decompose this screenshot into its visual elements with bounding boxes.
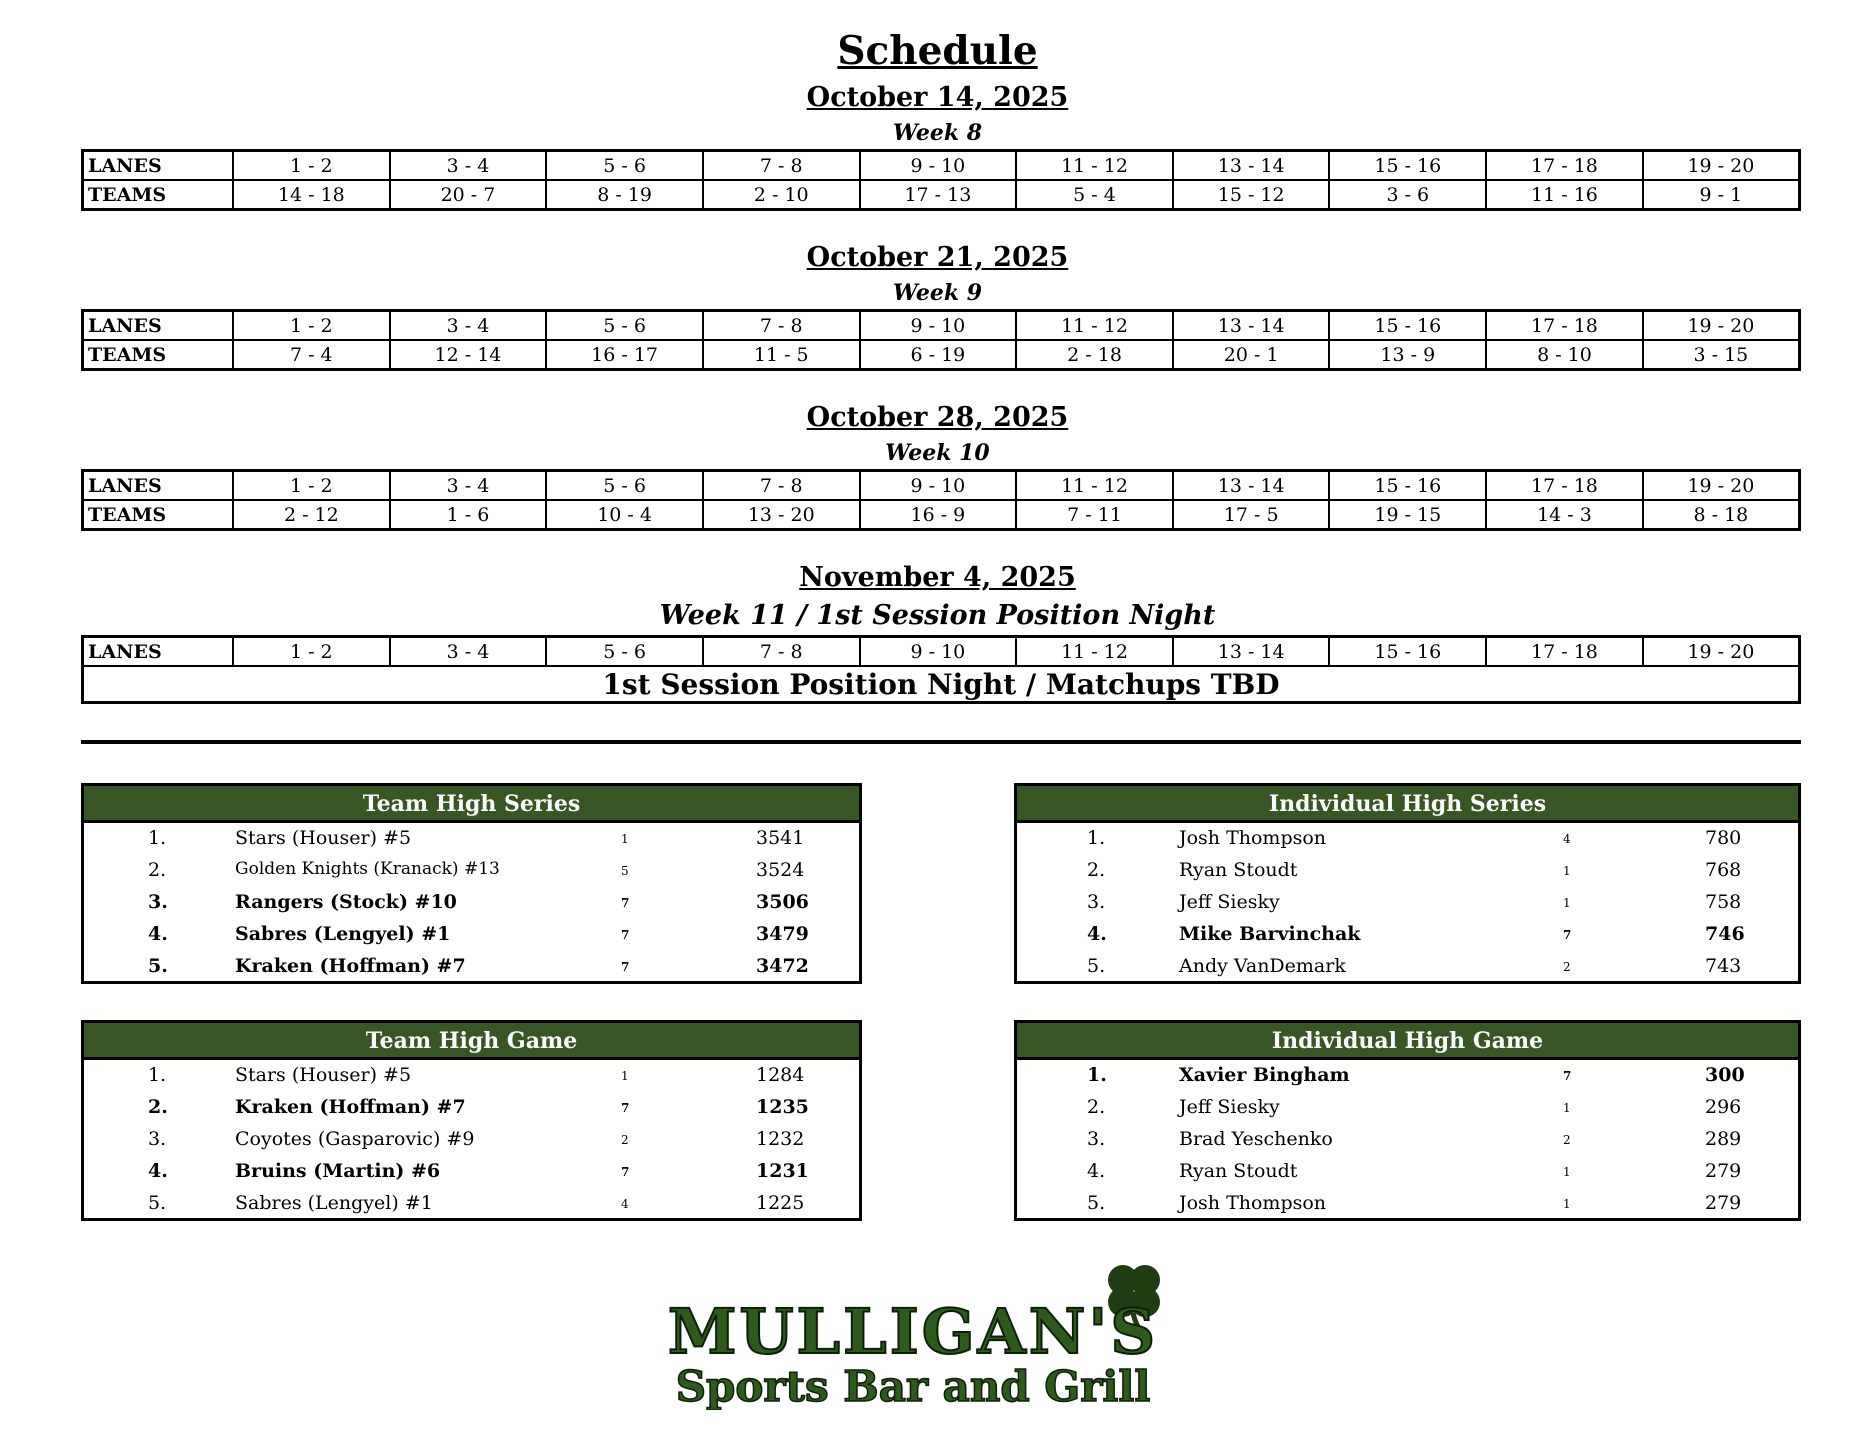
rank: 5.: [1087, 1192, 1106, 1214]
week-num: 1: [1563, 1165, 1571, 1179]
lane-cell: 13 - 14: [1173, 311, 1330, 341]
team-cell: 14 - 18: [233, 180, 390, 210]
rank: 1.: [148, 1064, 167, 1086]
score: 279: [1705, 1192, 1742, 1214]
team-cell: 6 - 19: [860, 340, 1017, 370]
bowler-name: Ryan Stoudt: [1179, 1160, 1298, 1182]
week-num: 7: [621, 1165, 630, 1179]
rank: 1.: [1087, 1064, 1107, 1086]
week-num: 7: [621, 928, 630, 942]
score: 1284: [756, 1064, 805, 1086]
rank: 3.: [148, 1128, 167, 1150]
individual-high-game-table: [1014, 1020, 1801, 1221]
team-name: Coyotes (Gasparovic) #9: [235, 1128, 475, 1150]
team-cell: 17 - 13: [860, 180, 1017, 210]
table-row: [1017, 1188, 1798, 1220]
logo-name: MULLIGAN'S: [667, 1295, 1159, 1368]
team-high-series-header: Team High Series: [84, 786, 859, 823]
lane-cell: 13 - 14: [1173, 637, 1330, 667]
week-num: 1: [1563, 1101, 1571, 1115]
lanes-label: LANES: [83, 311, 234, 341]
table-row: [1017, 1092, 1798, 1124]
week-num: 1: [1563, 1197, 1571, 1211]
teams-row: [83, 180, 1800, 210]
lane-cell: 1 - 2: [233, 637, 390, 667]
team-cell: 7 - 11: [1016, 500, 1173, 530]
team-cell: 7 - 4: [233, 340, 390, 370]
rank: 5.: [148, 1192, 167, 1214]
lane-cell: 15 - 16: [1329, 471, 1486, 501]
schedule-table: [81, 309, 1801, 371]
rank: 2.: [148, 1096, 168, 1118]
week-num: 2: [1563, 1133, 1571, 1147]
team-cell: 11 - 16: [1486, 180, 1643, 210]
bowler-name: Andy VanDemark: [1179, 955, 1346, 977]
table-row: [84, 1188, 859, 1220]
table-row: [84, 1124, 859, 1156]
lanes-row: [83, 471, 1800, 501]
week-date: October 21, 2025: [806, 242, 1069, 273]
mulligans-logo: [585, 1258, 1241, 1410]
rank: 5.: [1087, 955, 1106, 977]
team-cell: 12 - 14: [390, 340, 547, 370]
lane-cell: 3 - 4: [390, 637, 547, 667]
team-cell: 13 - 9: [1329, 340, 1486, 370]
table-row: [84, 1092, 859, 1124]
week-num: 2: [1563, 960, 1571, 974]
rank: 2.: [1087, 1096, 1106, 1118]
bowler-name: Jeff Siesky: [1179, 891, 1280, 913]
lane-cell: 3 - 4: [390, 311, 547, 341]
teams-label: TEAMS: [83, 340, 234, 370]
lane-cell: 15 - 16: [1329, 311, 1486, 341]
table-row: [84, 855, 859, 887]
team-name: Bruins (Martin) #6: [235, 1160, 441, 1182]
lane-cell: 3 - 4: [390, 151, 547, 181]
team-cell: 2 - 10: [703, 180, 860, 210]
rank: 3.: [148, 891, 168, 913]
rank: 5.: [148, 955, 168, 977]
week-num: 7: [1563, 928, 1572, 942]
team-high-game-header: Team High Game: [84, 1023, 859, 1060]
lane-cell: 7 - 8: [703, 471, 860, 501]
logo-graphic: [585, 1258, 1241, 1410]
score: 758: [1705, 891, 1742, 913]
lane-cell: 17 - 18: [1486, 471, 1643, 501]
teams-row: [83, 500, 1800, 530]
table-row: [1017, 855, 1798, 887]
page-title: Schedule: [837, 28, 1038, 74]
team-name: Kraken (Hoffman) #7: [235, 955, 466, 977]
individual-high-game-header: Individual High Game: [1017, 1023, 1798, 1060]
score: 296: [1705, 1096, 1742, 1118]
team-name: Stars (Houser) #5: [235, 827, 412, 849]
lanes-row: [83, 151, 1800, 181]
table-row: [1017, 823, 1798, 855]
team-cell: 3 - 15: [1643, 340, 1800, 370]
week-label: Week 10: [885, 440, 990, 466]
rank: 4.: [1087, 923, 1107, 945]
bowler-name: Xavier Bingham: [1179, 1064, 1350, 1086]
lane-cell: 11 - 12: [1016, 637, 1173, 667]
week-num: 7: [621, 960, 630, 974]
lane-cell: 7 - 8: [703, 151, 860, 181]
lane-cell: 19 - 20: [1643, 151, 1800, 181]
team-name: Stars (Houser) #5: [235, 1064, 412, 1086]
teams-label: TEAMS: [83, 180, 234, 210]
bowler-name: Brad Yeschenko: [1179, 1128, 1333, 1150]
score: 3506: [756, 891, 809, 913]
rank: 1.: [148, 827, 167, 849]
rank: 2.: [1087, 859, 1106, 881]
matchups-row: [83, 666, 1800, 703]
week-label: Week 9: [892, 280, 983, 306]
score: 289: [1705, 1128, 1742, 1150]
team-name: Golden Knights (Kranack) #13: [235, 859, 500, 879]
lane-cell: 7 - 8: [703, 311, 860, 341]
week-num: 2: [621, 1133, 629, 1147]
score: 3524: [756, 859, 805, 881]
table-row: [1017, 887, 1798, 919]
rank: 2.: [148, 859, 167, 881]
lane-cell: 17 - 18: [1486, 311, 1643, 341]
lane-cell: 1 - 2: [233, 471, 390, 501]
score: 746: [1705, 923, 1745, 945]
lane-cell: 3 - 4: [390, 471, 547, 501]
team-cell: 16 - 17: [546, 340, 703, 370]
table-row: [1017, 1060, 1798, 1092]
lane-cell: 5 - 6: [546, 151, 703, 181]
team-name: Sabres (Lengyel) #1: [235, 1192, 433, 1214]
team-high-game-table: [81, 1020, 862, 1221]
bowler-name: Josh Thompson: [1179, 1192, 1327, 1214]
team-cell: 8 - 18: [1643, 500, 1800, 530]
score: 1231: [756, 1160, 809, 1182]
week-num: 7: [621, 1101, 630, 1115]
lane-cell: 5 - 6: [546, 637, 703, 667]
position-night-note: 1st Session Position Night / Matchups TBD: [83, 666, 1800, 703]
team-cell: 14 - 3: [1486, 500, 1643, 530]
week-label: Week 8: [892, 120, 983, 146]
bowler-name: Mike Barvinchak: [1179, 923, 1361, 945]
score: 743: [1705, 955, 1742, 977]
lanes-label: LANES: [83, 471, 234, 501]
lane-cell: 1 - 2: [233, 151, 390, 181]
team-name: Rangers (Stock) #10: [235, 891, 457, 913]
lane-cell: 5 - 6: [546, 471, 703, 501]
lane-cell: 15 - 16: [1329, 637, 1486, 667]
team-cell: 20 - 1: [1173, 340, 1330, 370]
lanes-row: [83, 311, 1800, 341]
week-num: 5: [621, 864, 629, 878]
week-label: Week 11 / 1st Session Position Night: [659, 600, 1216, 631]
lane-cell: 13 - 14: [1173, 471, 1330, 501]
team-cell: 16 - 9: [860, 500, 1017, 530]
team-name: Kraken (Hoffman) #7: [235, 1096, 466, 1118]
team-cell: 2 - 12: [233, 500, 390, 530]
rank: 3.: [1087, 1128, 1106, 1150]
lane-cell: 11 - 12: [1016, 311, 1173, 341]
team-high-series-table: [81, 783, 862, 984]
lane-cell: 17 - 18: [1486, 637, 1643, 667]
table-row: [1017, 1124, 1798, 1156]
score: 1235: [756, 1096, 809, 1118]
team-cell: 9 - 1: [1643, 180, 1800, 210]
team-cell: 15 - 12: [1173, 180, 1330, 210]
score: 300: [1705, 1064, 1745, 1086]
lanes-label: LANES: [83, 637, 234, 667]
individual-high-series-table: [1014, 783, 1801, 984]
team-cell: 8 - 10: [1486, 340, 1643, 370]
week-date: October 14, 2025: [806, 82, 1069, 113]
rank: 4.: [148, 923, 168, 945]
week-date: October 28, 2025: [806, 402, 1069, 433]
teams-label: TEAMS: [83, 500, 234, 530]
week-num: 1: [621, 832, 629, 846]
bowler-name: Josh Thompson: [1179, 827, 1327, 849]
table-row: [84, 1156, 859, 1188]
week-num: 4: [621, 1197, 629, 1211]
rank: 1.: [1087, 827, 1106, 849]
table-row: [84, 919, 859, 951]
table-row: [84, 1060, 859, 1092]
lane-cell: 7 - 8: [703, 637, 860, 667]
teams-row: [83, 340, 1800, 370]
schedule-table: [81, 635, 1801, 704]
lanes-row: [83, 637, 1800, 667]
score: 3541: [756, 827, 805, 849]
lane-cell: 1 - 2: [233, 311, 390, 341]
score: 780: [1705, 827, 1742, 849]
lane-cell: 15 - 16: [1329, 151, 1486, 181]
table-row: [1017, 1156, 1798, 1188]
table-row: [84, 887, 859, 919]
week-num: 1: [1563, 864, 1571, 878]
lane-cell: 11 - 12: [1016, 151, 1173, 181]
divider: [81, 740, 1801, 744]
lane-cell: 9 - 10: [860, 311, 1017, 341]
table-row: [84, 823, 859, 855]
table-row: [1017, 919, 1798, 951]
table-row: [84, 951, 859, 983]
score: 768: [1705, 859, 1742, 881]
score: 1232: [756, 1128, 805, 1150]
team-cell: 3 - 6: [1329, 180, 1486, 210]
score: 3472: [756, 955, 809, 977]
team-cell: 13 - 20: [703, 500, 860, 530]
lane-cell: 9 - 10: [860, 151, 1017, 181]
team-cell: 17 - 5: [1173, 500, 1330, 530]
logo-tagline: Sports Bar and Grill: [675, 1362, 1151, 1410]
lane-cell: 11 - 12: [1016, 471, 1173, 501]
week-num: 1: [621, 1069, 629, 1083]
team-cell: 11 - 5: [703, 340, 860, 370]
team-cell: 2 - 18: [1016, 340, 1173, 370]
team-cell: 20 - 7: [390, 180, 547, 210]
team-cell: 1 - 6: [390, 500, 547, 530]
lane-cell: 9 - 10: [860, 471, 1017, 501]
week-date: November 4, 2025: [799, 562, 1076, 593]
bowler-name: Ryan Stoudt: [1179, 859, 1298, 881]
week-num: 1: [1563, 896, 1571, 910]
individual-high-series-header: Individual High Series: [1017, 786, 1798, 823]
lane-cell: 19 - 20: [1643, 311, 1800, 341]
lane-cell: 19 - 20: [1643, 637, 1800, 667]
table-row: [1017, 951, 1798, 983]
team-cell: 5 - 4: [1016, 180, 1173, 210]
score: 279: [1705, 1160, 1742, 1182]
week-num: 7: [621, 896, 630, 910]
schedule-table: [81, 469, 1801, 531]
team-name: Sabres (Lengyel) #1: [235, 923, 451, 945]
week-num: 4: [1563, 832, 1571, 846]
lane-cell: 5 - 6: [546, 311, 703, 341]
score: 3479: [756, 923, 809, 945]
team-cell: 8 - 19: [546, 180, 703, 210]
schedule-table: [81, 149, 1801, 211]
lane-cell: 17 - 18: [1486, 151, 1643, 181]
bowler-name: Jeff Siesky: [1179, 1096, 1280, 1118]
lane-cell: 9 - 10: [860, 637, 1017, 667]
team-cell: 19 - 15: [1329, 500, 1486, 530]
rank: 4.: [1087, 1160, 1106, 1182]
week-num: 7: [1563, 1069, 1572, 1083]
lane-cell: 13 - 14: [1173, 151, 1330, 181]
lanes-label: LANES: [83, 151, 234, 181]
score: 1225: [756, 1192, 805, 1214]
rank: 3.: [1087, 891, 1106, 913]
rank: 4.: [148, 1160, 168, 1182]
lane-cell: 19 - 20: [1643, 471, 1800, 501]
team-cell: 10 - 4: [546, 500, 703, 530]
